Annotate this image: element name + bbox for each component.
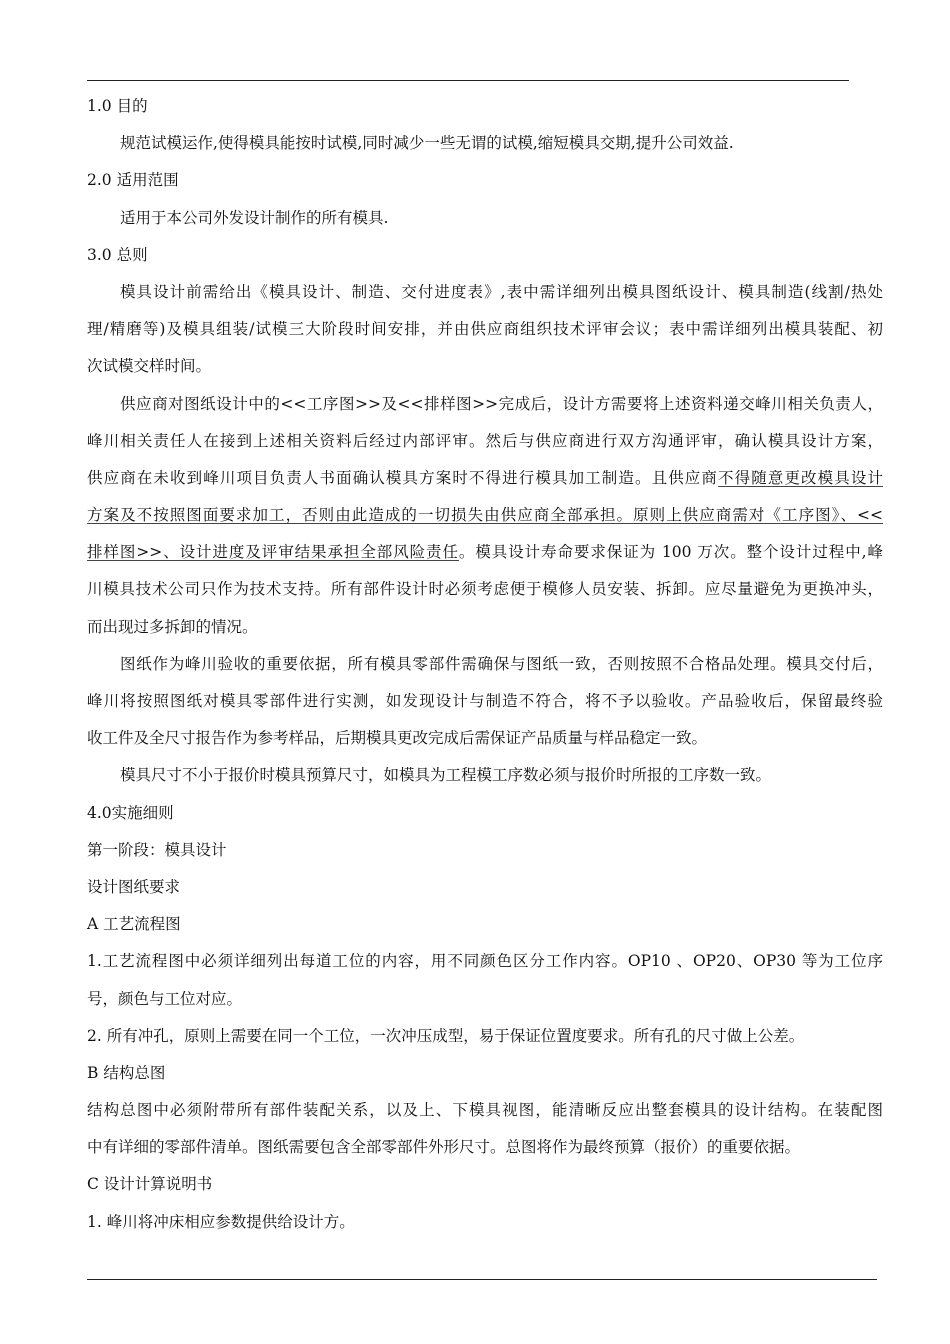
subsection-a-heading: A 工艺流程图 [87, 915, 181, 934]
section-1-heading: 1.0 目的 [87, 97, 148, 115]
section-1-body: 规范试模运作,使得模具能按时试模,同时减少一些无谓的试模,缩短模具交期,提升公司效益. [120, 134, 734, 153]
paragraph-line: 川模具技术公司只作为技术支持。所有部件设计时必须考虑便于模修人员安装、拆卸。应尽量避免为更换冲头， [87, 580, 883, 599]
paragraph-text: 供应商在未收到峰川项目负责人书面确认模具方案时不得进行模具加工制造。且供应商 [87, 468, 719, 487]
paragraph-line: 中有详细的零部件清单。图纸需要包含全部零部件外形尺寸。总图将作为最终预算（报价）的重要依据。 [87, 1138, 801, 1157]
paragraph-line: 模具尺寸不小于报价时模具预算尺寸，如模具为工程模工序数必须与报价时所报的工序数一致。 [120, 766, 772, 785]
subsection-c-heading: C 设计计算说明书 [87, 1175, 213, 1194]
subheading: 设计图纸要求 [87, 877, 181, 896]
underlined-text: 不得随意更改模具设计 [718, 468, 883, 487]
paragraph-line: 供应商对图纸设计中的<<工序图>>及<<排样图>>完成后，设计方需要将上述资料递交峰川相关负责人， [120, 394, 883, 413]
paragraph-text: 。模具设计寿命要求保证为 100 万次。整个设计过程中,峰 [458, 543, 883, 562]
section-3-heading: 3.0 总则 [87, 245, 148, 264]
underlined-text: 排样图>>、设计进度及评审结果承担全部风险责任 [87, 543, 459, 562]
subsection-b-heading: B 结构总图 [87, 1063, 166, 1082]
paragraph-line [87, 460, 883, 497]
paragraph-line: 峰川相关责任人在接到上述相关资料后经过内部评审。然后与供应商进行双方沟通评审，确认模具设计方案， [87, 431, 883, 450]
list-item: 1.工艺流程图中必须详细列出每道工位的内容，用不同颜色区分工作内容。OP10 、OP20、OP30 等为工位序 [87, 952, 883, 971]
paragraph-line: 模具设计前需给出《模具设计、制造、交付进度表》,表中需详细列出模具图纸设计、模具制造(线割/热处 [120, 282, 883, 301]
document-body [87, 88, 883, 1241]
list-item: 2. 所有冲孔，原则上需要在同一个工位，一次冲压成型，易于保证位置度要求。所有孔的尺寸做上公差。 [87, 1026, 805, 1045]
header-rule [87, 80, 849, 81]
paragraph-line: 收工件及全尺寸报告作为参考样品，后期模具更改完成后需保证产品质量与样品稳定一致。 [87, 729, 708, 748]
section-2-body: 适用于本公司外发设计制作的所有模具. [120, 208, 389, 227]
stage-heading: 第一阶段：模具设计 [87, 840, 227, 859]
list-item-continued: 号，颜色与工位对应。 [87, 989, 243, 1008]
paragraph-line: 结构总图中必须附带所有部件装配关系，以及上、下模具视图，能清晰反应出整套模具的设计结构。在装配图 [87, 1101, 883, 1120]
underlined-text: 方案及不按照图面要求加工，否则由此造成的一切损失由供应商全部承担。原则上供应商需对《工序图》、<< [87, 506, 883, 525]
paragraph-line [87, 534, 883, 571]
paragraph-line: 图纸作为峰川验收的重要依据，所有模具零部件需确保与图纸一致，否则按照不合格品处理。模具交付后， [120, 654, 883, 673]
paragraph-line: 次试模交样时间。 [87, 357, 212, 376]
footer-rule [87, 1279, 877, 1280]
section-4-heading: 4.0实施细则 [87, 803, 174, 822]
list-item: 1. 峰川将冲床相应参数提供给设计方。 [87, 1212, 355, 1231]
paragraph-line: 峰川将按照图纸对模具零部件进行实测，如发现设计与制造不符合，将不予以验收。产品验收后，保留最终验 [87, 692, 883, 710]
paragraph-line: 而出现过多拆卸的情况。 [87, 617, 258, 636]
section-2-heading: 2.0 适用范围 [87, 171, 179, 190]
paragraph-line: 理/精磨等)及模具组装/试模三大阶段时间安排，并由供应商组织技术评审会议；表中需详细列出模具装配、初 [87, 320, 883, 339]
